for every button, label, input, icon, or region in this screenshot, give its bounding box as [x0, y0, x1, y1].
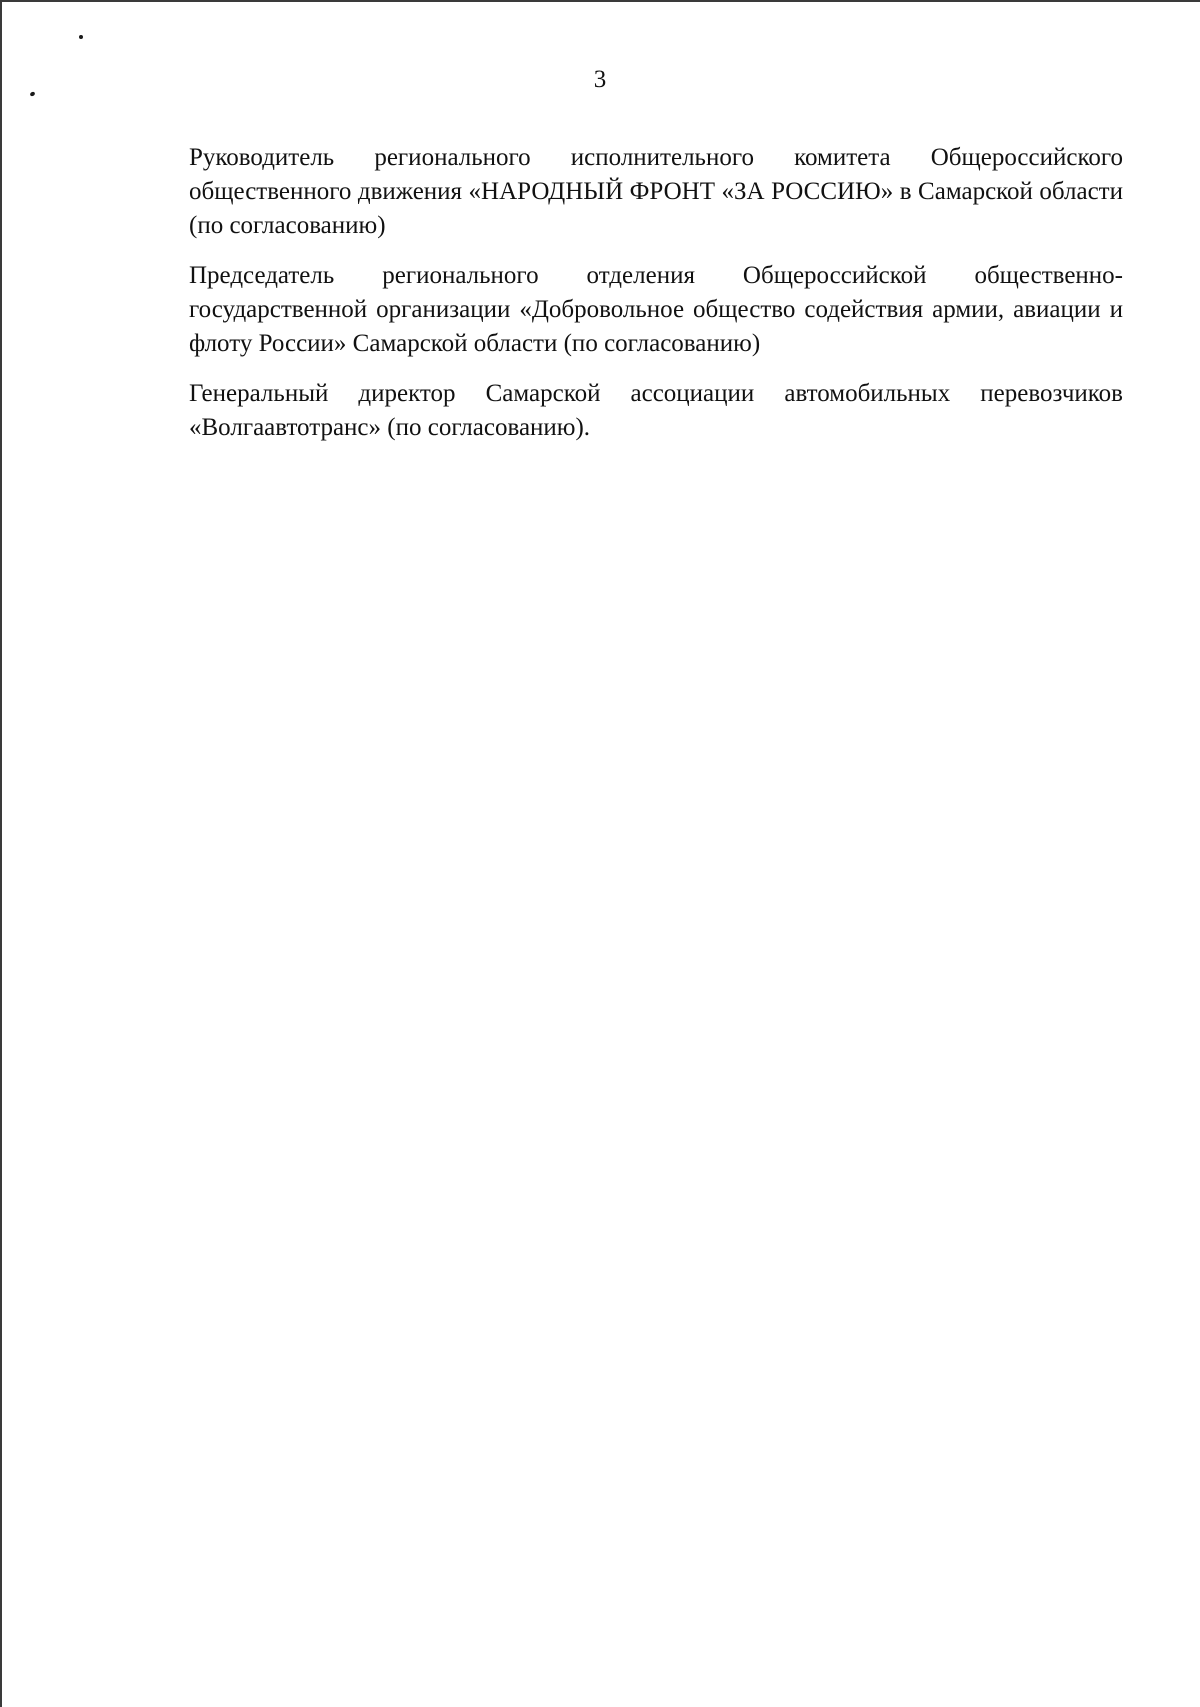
page-number: 3 [593, 66, 607, 93]
document-body [189, 141, 1123, 461]
scan-edge-left [0, 0, 2, 1707]
paragraph-regional-executive-committee: Руководитель регионального исполнительного комитета Общероссийского общественного движения «НАРОДНЫЙ ФРОНТ «ЗА РОССИЮ» в Самарской области (по согласованию) [189, 144, 1123, 239]
scan-edge-top [0, 0, 1200, 2]
paragraph-dosaaf-chairman: Председатель регионального отделения Общероссийской общественно-государственной организации «Добровольное общество содействия армии, авиации и флоту России» Самарской области (по согласованию) [189, 262, 1123, 357]
scan-speck [79, 35, 83, 39]
paragraph-volgaavtotrans-director: Генеральный директор Самарской ассоциации автомобильных перевозчиков «Волгаавтотранс» (по согласованию). [189, 380, 1123, 441]
